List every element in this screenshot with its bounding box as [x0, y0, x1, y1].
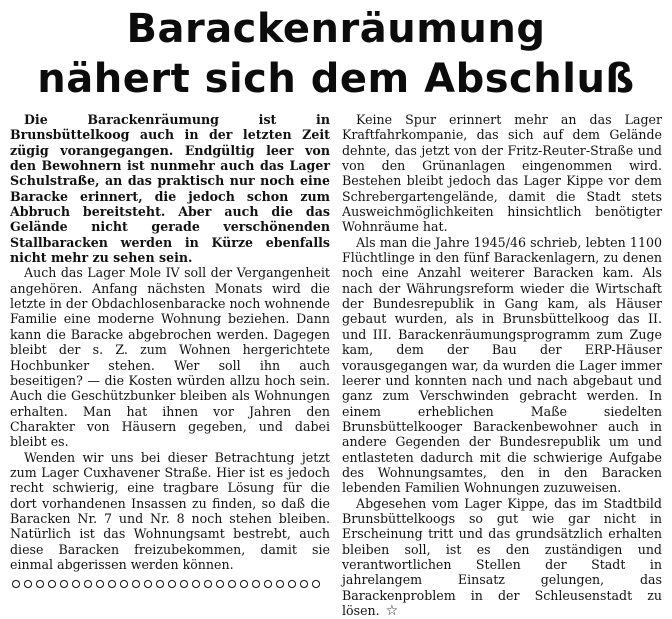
end-star-icon: ☆	[385, 603, 399, 619]
paragraph: Als man die Jahre 1945/46 schrieb, lebten 1100 Flüchtlinge in den fünf Barackenlagern, zu denen noch eine Anzahl weiterer Baracken kam. Als nach der Währungsreform wieder die Wirtschaft der Bundesrepublik in Gang kam, als Häuser gebaut wurden, als in Brunsbüttelkoog das II. und III. Barackenräumungsprogramm zum Zuge kam, dem der Bau der ERP-Häuser vorausgegangen war, da wurden die Lager immer leerer und konnten nach und nach abgebaut und ganz zum Verschwinden gebracht werden. In einem erheblichen Maße siedelten Brunsbüttelkooger Barackenbewohner auch in andere Gegenden der Bundesrepublik um und entlasteten dadurch mit die schwierige Aufgabe des Wohnungsamtes, den in den Baracken lebenden Familien Wohnungen zuzuweisen.	[342, 234, 662, 496]
headline-line-1: Barackenräumung	[126, 6, 546, 52]
paragraph	[342, 496, 662, 619]
left-column	[10, 112, 330, 619]
paragraph: Wenden wir uns bei dieser Betrachtung jetzt zum Lager Cuxhavener Straße. Hier ist es jedoch recht schwierig, eine tragbare Lösung für die dort vorhandenen Insassen zu finden, so daß die Baracken Nr. 7 und Nr. 8 noch stehen bleiben. Natürlich ist das Wohnungsamt bestrebt, auch diese Baracken freizubekommen, damit sie einmal abgerissen werden können.	[10, 449, 330, 572]
paragraph-text: Abgesehen vom Lager Kippe, das im Stadtbild Brunsbüttelkoogs so gut wie gar nicht in Erscheinung tritt und das grundsätzlich erhalten bleiben soll, ist es den zuständigen und verantwortlichen Stellen der Stadt in jahrelangem Einsatz gelungen, das Barackenproblem in der Schleusenstadt zu lösen.	[342, 495, 662, 618]
article-body	[10, 112, 662, 619]
headline-line-2: nähert sich dem Abschluß	[37, 56, 635, 102]
lead-paragraph: Die Barackenräumung ist in Brunsbüttelkoog auch in der letzten Zeit zügig vorangegangen. Endgültig leer von den Bewohnern ist nunmehr auch das Lager Schulstraße, an das praktisch nur noch eine Baracke erinnert, die jedoch schon zum Abbruch bereitsteht. Aber auch die das Gelände nicht gerade verschönenden Stallbaracken werden in Kürze ebenfalls nicht mehr zu sehen sein.	[10, 112, 330, 266]
paragraph: Auch das Lager Mole IV soll der Vergangenheit angehören. Anfang nächsten Monats wird die letzte in der Obdachlosenbaracke noch wohnende Familie eine moderne Wohnung beziehen. Dann kann die Baracke abgebrochen werden. Dagegen bleibt der s. Z. zum Wohnen hergerichtete Hochbunker stehen. Wer soll ihn auch beseitigen? — die Kosten würden allzu hoch sein. Auch die Geschützbunker bleiben als Wohnungen erhalten. Man hat ihnen vor Jahren den Charakter von Häusern gegeben, und dabei bleibt es.	[10, 265, 330, 450]
paragraph: Keine Spur erinnert mehr an das Lager Kraftfahrkompanie, das sich auf dem Gelände dehnte, das jetzt von der Fritz-Reuter-Straße und von den Grünanlagen eingenommen wird. Bestehen bleibt jedoch das Lager Kippe vor dem Schrebergartengelände, damit die Stadt stets Ausweichmöglichkeiten hinsichtlich benötigter Wohnräume hat.	[342, 112, 662, 235]
right-column	[342, 112, 662, 619]
headline	[10, 4, 662, 104]
decorative-wave-divider	[10, 578, 320, 590]
